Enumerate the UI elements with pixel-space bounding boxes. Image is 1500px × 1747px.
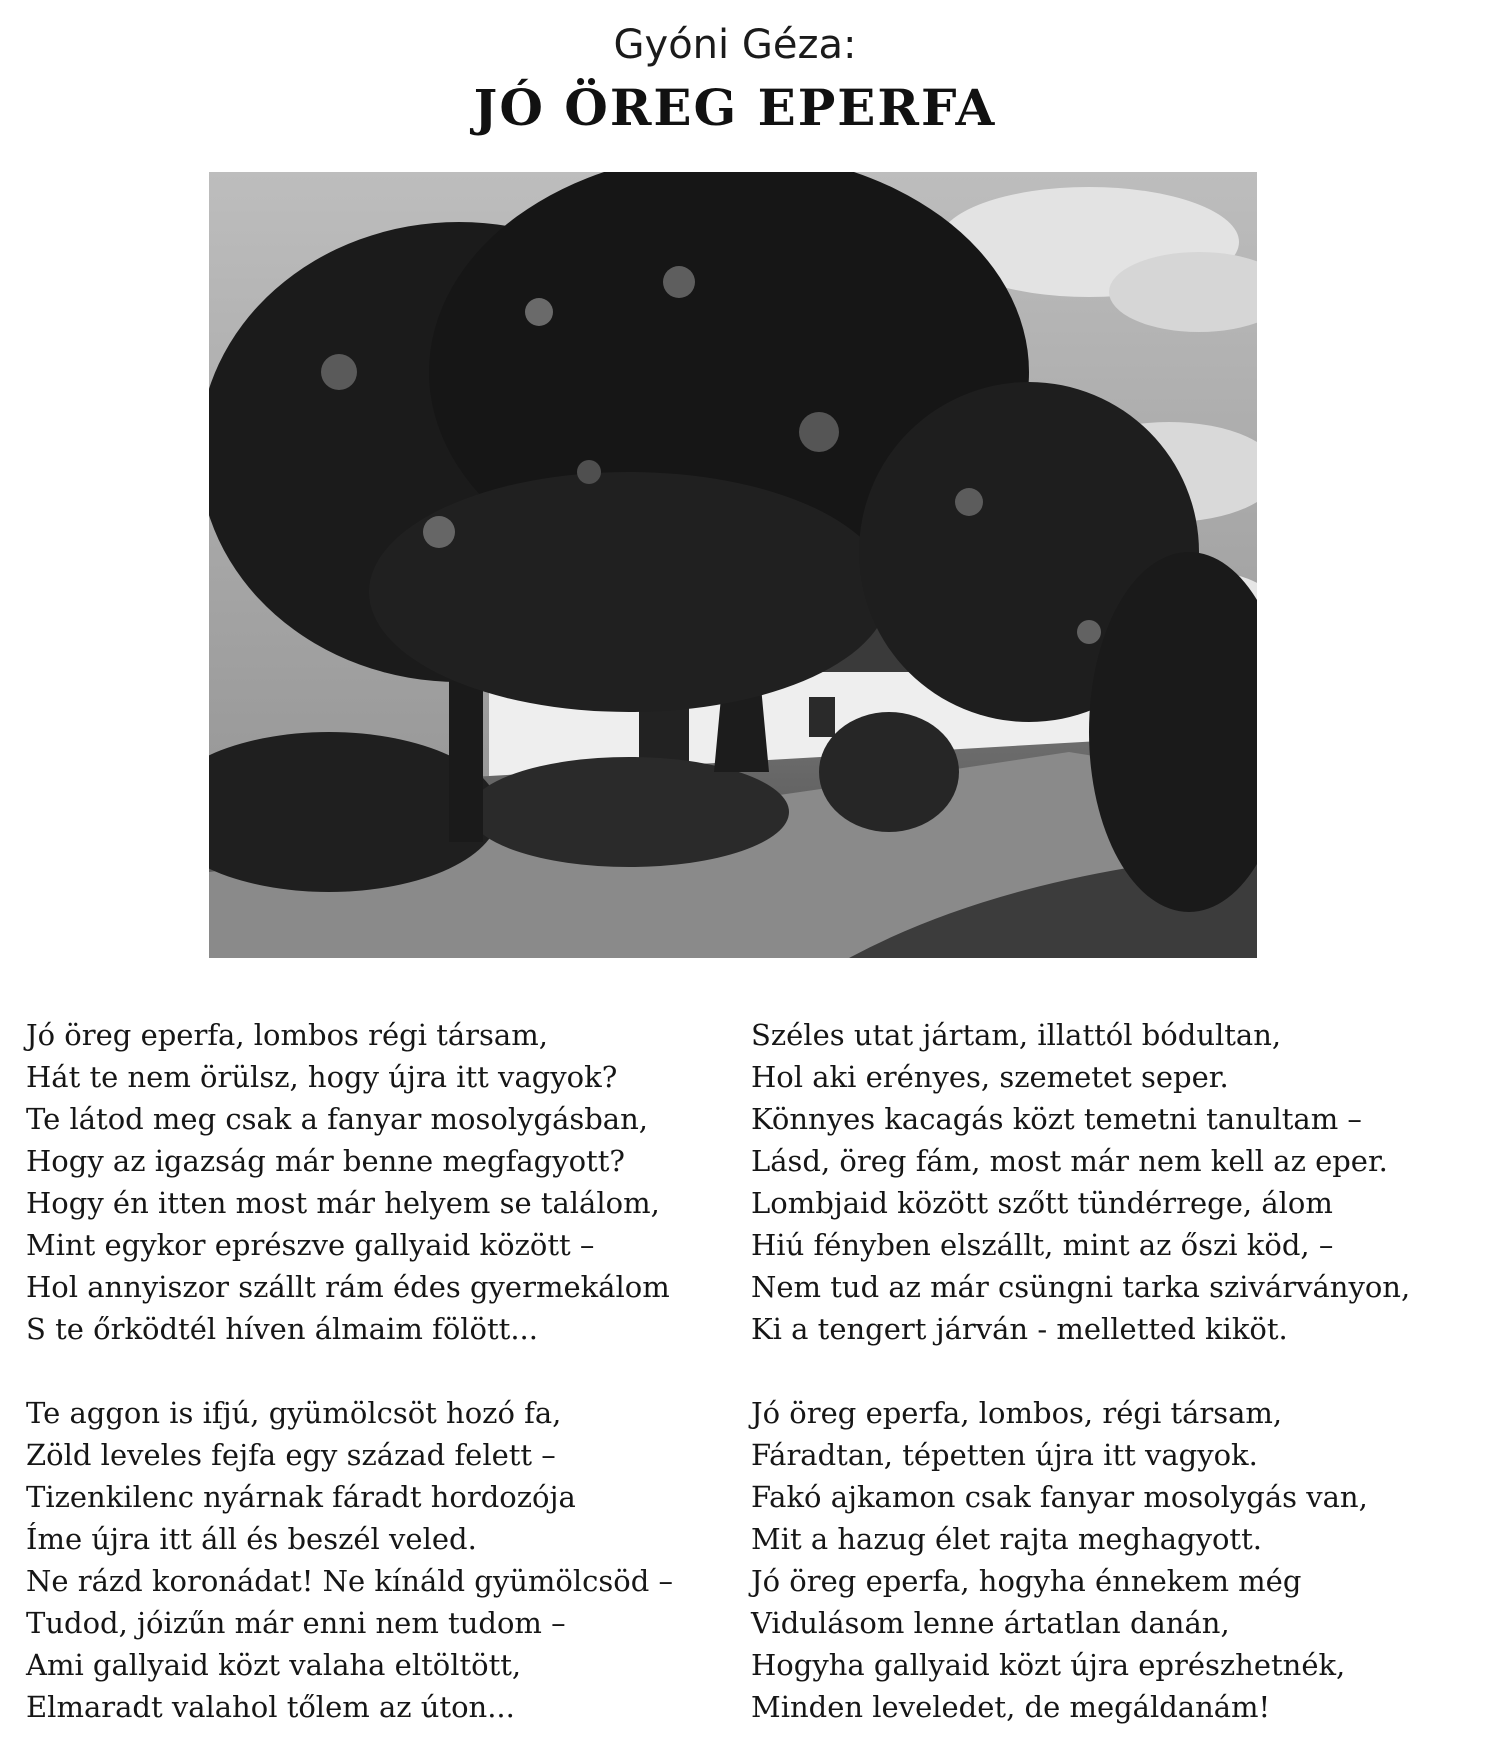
poem-line: Zöld leveles fejfa egy század felett – bbox=[26, 1438, 556, 1472]
mulberry-tree-photo bbox=[209, 172, 1257, 958]
stanza-1 bbox=[26, 1014, 673, 1350]
poem-line: Te látod meg csak a fanyar mosolygásban, bbox=[26, 1102, 648, 1136]
poem-left-column bbox=[26, 1014, 673, 1728]
poem-line: Jó öreg eperfa, lombos, régi társam, bbox=[751, 1396, 1283, 1430]
poem-line: S te őrködtél híven álmaim fölött... bbox=[26, 1312, 538, 1346]
poem-line: Nem tud az már csüngni tarka szivárványon, bbox=[751, 1270, 1411, 1304]
poem-line: Hol aki erényes, szemetet seper. bbox=[751, 1060, 1229, 1094]
poem-title: JÓ ÖREG EPERFA bbox=[473, 78, 997, 137]
author-line: Gyóni Géza: bbox=[613, 22, 857, 68]
poem-line: Elmaradt valahol tőlem az úton... bbox=[26, 1690, 515, 1724]
stanza-3 bbox=[751, 1014, 1410, 1350]
poem-line: Ami gallyaid közt valaha eltöltött, bbox=[26, 1648, 522, 1682]
poem-line: Minden leveledet, de megáldanám! bbox=[751, 1690, 1271, 1724]
poem-line: Fáradtan, tépetten újra itt vagyok. bbox=[751, 1438, 1258, 1472]
poem-line: Mint egykor eprészve gallyaid között – bbox=[26, 1228, 595, 1262]
poem-line: Hát te nem örülsz, hogy újra itt vagyok? bbox=[26, 1060, 618, 1094]
poem-line: Jó öreg eperfa, hogyha énnekem még bbox=[751, 1564, 1302, 1598]
poem-line: Te aggon is ifjú, gyümölcsöt hozó fa, bbox=[26, 1396, 562, 1430]
poem-line: Lásd, öreg fám, most már nem kell az eper. bbox=[751, 1144, 1388, 1178]
poem-line: Hol annyiszor szállt rám édes gyermekálom bbox=[26, 1270, 670, 1304]
poem-line: Íme újra itt áll és beszél veled. bbox=[26, 1522, 477, 1556]
poem-line: Hiú fényben elszállt, mint az őszi köd, – bbox=[751, 1228, 1334, 1262]
poem-line: Jó öreg eperfa, lombos régi társam, bbox=[26, 1018, 548, 1052]
poem-line: Lombjaid között szőtt tündérrege, álom bbox=[751, 1186, 1333, 1220]
stanza-4 bbox=[751, 1392, 1410, 1728]
poem-line: Hogy én itten most már helyem se találom, bbox=[26, 1186, 660, 1220]
poem-right-column bbox=[751, 1014, 1410, 1728]
stanza-2 bbox=[26, 1392, 673, 1728]
poem-line: Ne rázd koronádat! Ne kínáld gyümölcsöd – bbox=[26, 1564, 674, 1598]
poem-line: Tudod, jóizűn már enni nem tudom – bbox=[26, 1606, 566, 1640]
poem-line: Ki a tengert járván - melletted kiköt. bbox=[751, 1312, 1288, 1346]
poem-line: Széles utat jártam, illattól bódultan, bbox=[751, 1018, 1282, 1052]
poem-line: Vidulásom lenne ártatlan danán, bbox=[751, 1606, 1230, 1640]
poem-line: Könnyes kacagás közt temetni tanultam – bbox=[751, 1102, 1362, 1136]
poem-line: Tizenkilenc nyárnak fáradt hordozója bbox=[26, 1480, 576, 1514]
poem-line: Fakó ajkamon csak fanyar mosolygás van, bbox=[751, 1480, 1368, 1514]
poem-line: Mit a hazug élet rajta meghagyott. bbox=[751, 1522, 1262, 1556]
poem-line: Hogyha gallyaid közt újra eprészhetnék, bbox=[751, 1648, 1346, 1682]
poem-line: Hogy az igazság már benne megfagyott? bbox=[26, 1144, 625, 1178]
